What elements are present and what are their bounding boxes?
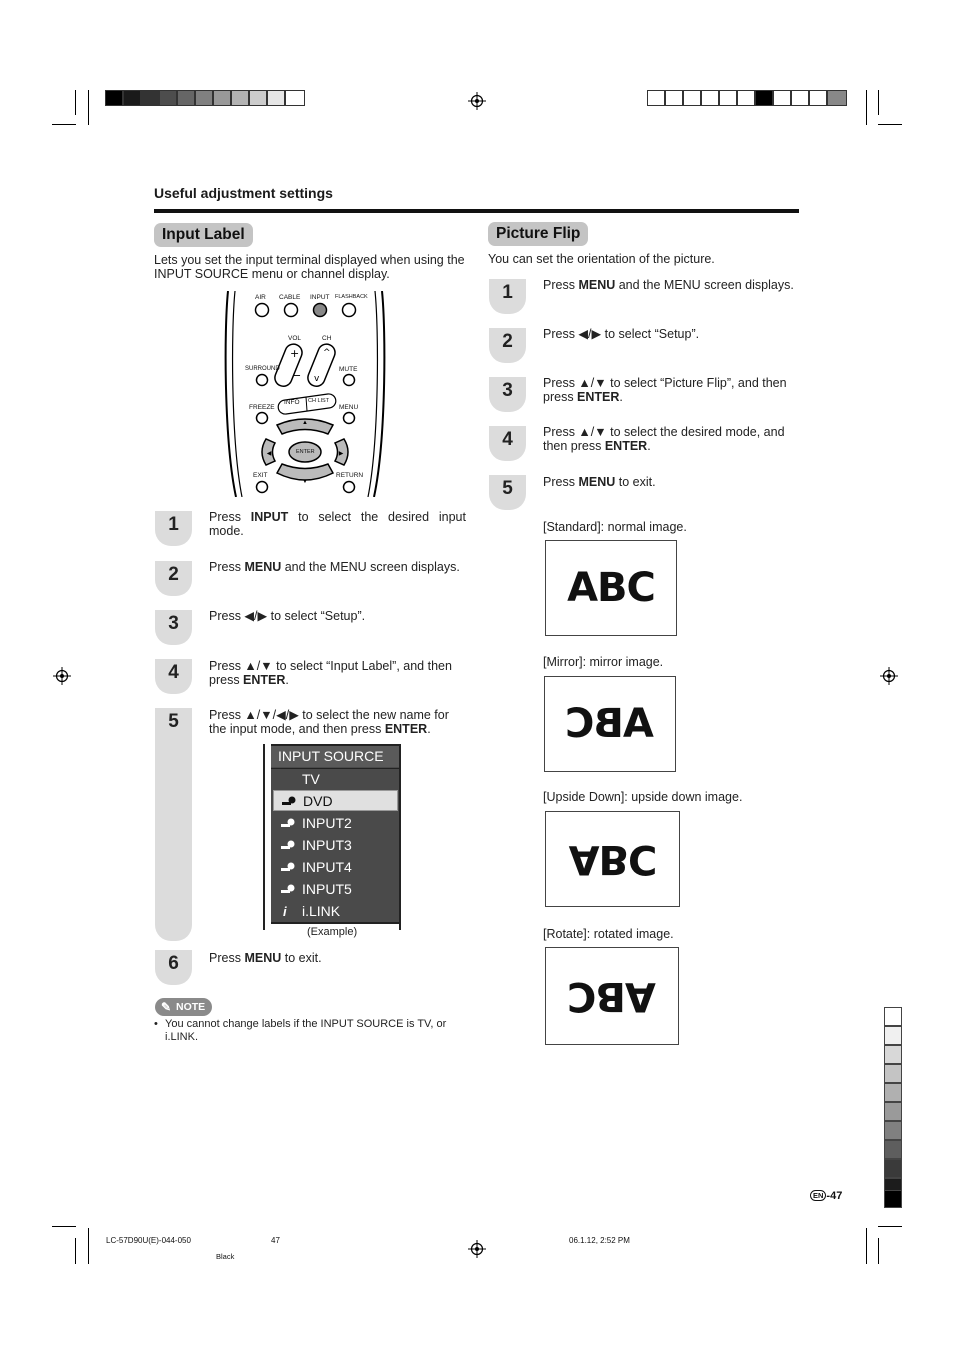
input-plug-icon: [282, 796, 296, 806]
mode-standard-sample: ABC: [545, 540, 677, 636]
mode-rotate-sample: ABC: [545, 947, 679, 1045]
page-number: EN -47: [810, 1190, 842, 1204]
menu-item-dvd[interactable]: DVD: [273, 790, 398, 811]
remote-label-exit: EXIT: [253, 472, 268, 479]
registration-mark-right: [880, 667, 898, 685]
remote-label-flashback: FLASHBACK: [335, 294, 368, 300]
remote-label-air: AIR: [255, 294, 266, 301]
mode-rotate-caption: [Rotate]: rotated image.: [543, 927, 674, 941]
svg-text:^: ^: [323, 348, 331, 358]
registration-mark-bottom: [468, 1240, 486, 1258]
menu-example-caption: (Example): [307, 926, 358, 938]
picture-flip-intro: You can set the orientation of the picture.: [488, 252, 715, 266]
picture-flip-heading: Picture Flip: [488, 222, 588, 246]
remote-label-mute: MUTE: [339, 366, 358, 373]
remote-label-chlist: CH LIST: [308, 398, 330, 404]
footer-color: Black: [216, 1252, 235, 1261]
section-title: Useful adjustment settings: [154, 185, 333, 201]
input-source-menu: [263, 744, 401, 930]
menu-item-tv[interactable]: TV: [302, 771, 320, 787]
mode-mirror-sample: ABC: [544, 676, 676, 772]
mode-mirror-caption: [Mirror]: mirror image.: [543, 655, 664, 669]
input-plug-icon: [281, 818, 295, 828]
header-rule: [154, 209, 799, 213]
footer-datetime: 06.1.12, 2:52 PM: [569, 1236, 630, 1245]
remote-label-cable: CABLE: [279, 294, 301, 301]
svg-text:▼: ▼: [302, 479, 308, 485]
menu-item-ilink[interactable]: i i.LINK: [273, 901, 398, 922]
registration-mark-top: [468, 92, 486, 110]
input-label-heading: Input Label: [154, 223, 253, 247]
note-badge: ✎ NOTE: [155, 998, 212, 1016]
input-plug-icon: [281, 884, 295, 894]
footer-model: LC-57D90U(E)-044-050: [106, 1236, 191, 1245]
mode-upside-down-sample: ABC: [545, 811, 680, 907]
input-plug-icon: [281, 862, 295, 872]
remote-label-freeze: FREEZE: [249, 404, 275, 411]
mode-upside-down-caption: [Upside Down]: upside down image.: [543, 790, 743, 804]
svg-text:▲: ▲: [302, 420, 308, 426]
remote-label-return: RETURN: [336, 472, 364, 479]
remote-label-menu: MENU: [339, 404, 359, 411]
footer-sheet: 47: [271, 1236, 280, 1245]
menu-item-input2[interactable]: INPUT2: [273, 813, 398, 834]
menu-item-input3[interactable]: INPUT3: [273, 835, 398, 856]
svg-text:v: v: [314, 374, 320, 384]
ilink-icon: i: [283, 904, 287, 919]
input-label-intro: Lets you set the input terminal displayed when using the INPUT SOURCE menu or channel display.: [154, 253, 465, 281]
svg-text:◀: ◀: [266, 451, 272, 457]
remote-label-enter: ENTER: [296, 449, 315, 455]
menu-title: INPUT SOURCE: [271, 746, 399, 767]
remote-label-info: INFO: [284, 399, 300, 406]
menu-item-input4[interactable]: INPUT4: [273, 857, 398, 878]
remote-label-vol: VOL: [288, 335, 302, 342]
remote-label-input: INPUT: [310, 294, 330, 301]
note-text: • You cannot change labels if the INPUT SOURCE is TV, or i.LINK.: [154, 1018, 447, 1043]
mode-standard-caption: [Standard]: normal image.: [543, 520, 687, 534]
svg-text:−: −: [292, 369, 302, 382]
language-badge: EN: [810, 1190, 826, 1201]
remote-control-illustration: [222, 291, 388, 497]
svg-text:▶: ▶: [338, 451, 344, 457]
menu-item-input5[interactable]: INPUT5: [273, 879, 398, 900]
input-plug-icon: [281, 840, 295, 850]
pencil-icon: ✎: [161, 1000, 172, 1014]
registration-mark-left: [53, 667, 71, 685]
remote-label-ch: CH: [322, 335, 332, 342]
remote-label-surround: SURROUND: [245, 366, 280, 372]
svg-text:+: +: [290, 347, 300, 360]
